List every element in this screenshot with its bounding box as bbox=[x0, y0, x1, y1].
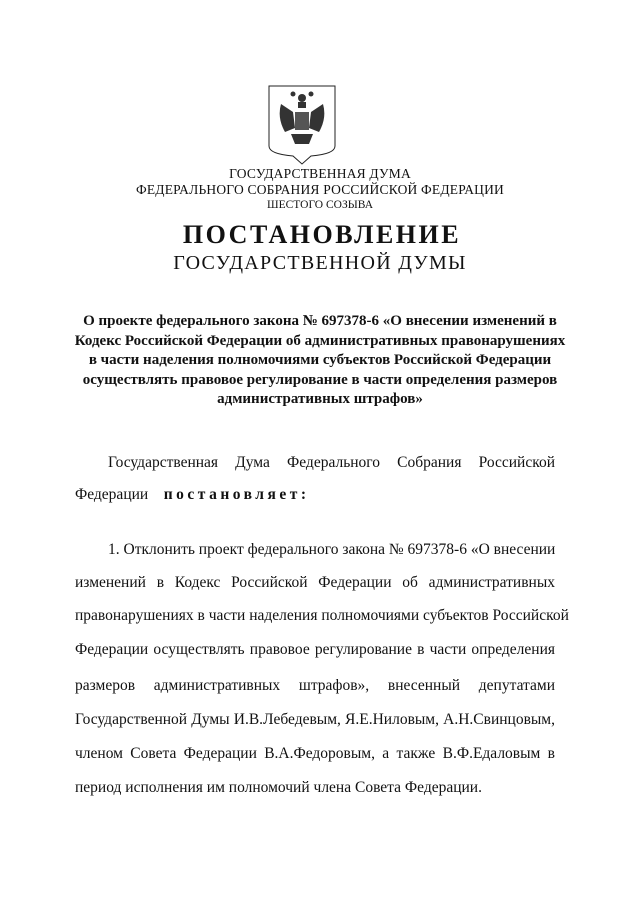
paragraph-line: изменений в Кодекс Российской Федерации об административных bbox=[75, 574, 555, 591]
document-subject: О проекте федерального закона № 697378-6 «О внесении изменений в Кодекс Российской Федерации об административных правонарушениях в части наделения полномочиями субъектов Российской Федерации осуществлять правовое регулирование в части определения размеров административных штрафов» bbox=[74, 313, 566, 407]
preamble-line: Государственная Дума Федерального Собрания Российской bbox=[108, 454, 555, 471]
paragraph-line: размеров административных штрафов», внесенный депутатами bbox=[75, 677, 555, 694]
document-title: ПОСТАНОВЛЕНИЕ bbox=[182, 220, 462, 249]
document-subtitle: ГОСУДАРСТВЕННОЙ ДУМЫ bbox=[173, 252, 467, 274]
header-line-duma: ГОСУДАРСТВЕННАЯ ДУМА bbox=[229, 166, 411, 181]
paragraph-line: Федерации осуществлять правовое регулирование в части определения bbox=[75, 641, 555, 658]
russian-coat-of-arms-icon bbox=[267, 84, 337, 166]
paragraph-line: правонарушениях в части наделения полномочиями субъектов Российской bbox=[75, 607, 569, 624]
paragraph-line: членом Совета Федерации В.А.Федоровым, а также В.Ф.Едаловым в bbox=[75, 745, 555, 762]
paragraph-line: 1. Отклонить проект федерального закона № 697378-6 «О внесении bbox=[108, 541, 556, 558]
paragraph-line: период исполнения им полномочий члена Совета Федерации. bbox=[75, 779, 482, 796]
header-line-convocation: ШЕСТОГО СОЗЫВА bbox=[266, 199, 374, 211]
preamble-federation: Федерации bbox=[75, 486, 149, 503]
preamble-resolves: постановляет: bbox=[163, 486, 310, 503]
preamble-line-2 bbox=[75, 486, 555, 506]
paragraph-line: Государственной Думы И.В.Лебедевым, Я.Е.Ниловым, А.Н.Свинцовым, bbox=[75, 711, 555, 728]
header-line-assembly: ФЕДЕРАЛЬНОГО СОБРАНИЯ РОССИЙСКОЙ ФЕДЕРАЦИИ bbox=[136, 182, 504, 197]
